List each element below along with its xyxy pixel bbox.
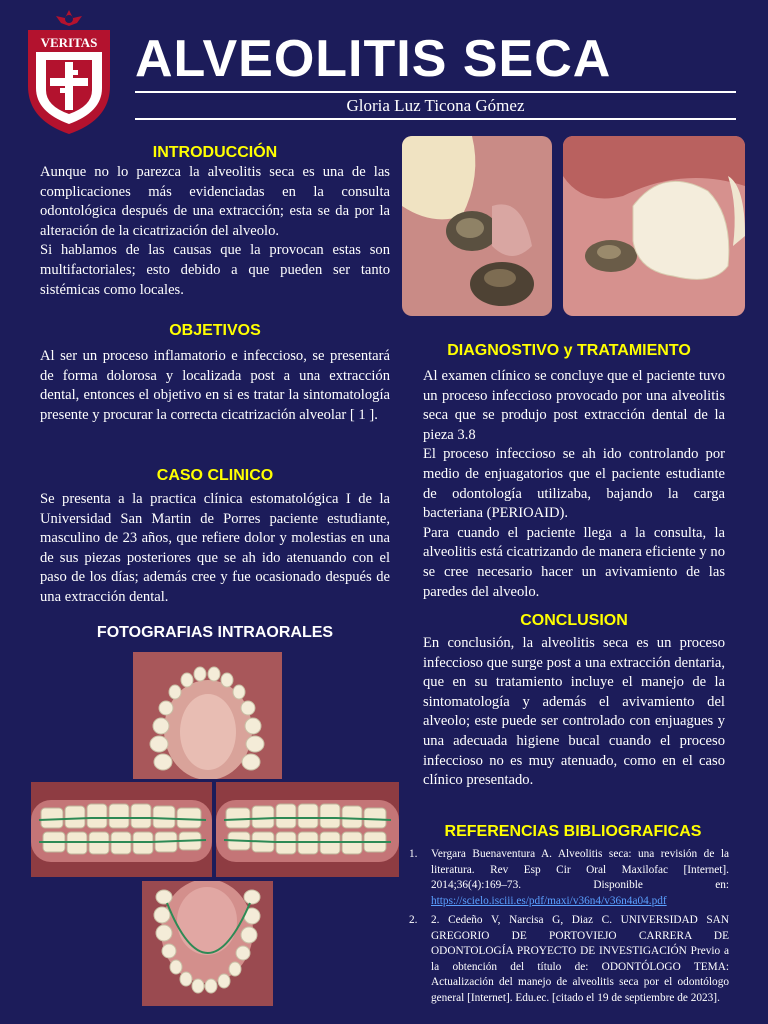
intro-paragraph-2: Si hablamos de las causas que la provocan estas son multifactoriales; esto debido a que pueden ser tanto sistémicas como locales. [40,242,390,298]
reference-text: Vergara Buenaventura A. Alveolitis seca: una revisión de la literatura. Rev Esp Cir Oral Maxilofac [Internet]. 2014;36(4):169–73. Disponible en: [431,848,729,891]
reference-item [409,913,729,1006]
photo-upper-arch [133,652,282,779]
reference-link[interactable]: https://scielo.isciii.es/pdf/maxi/v36n4/v36n4a04.pdf [431,894,667,907]
diagnostico-paragraph-1: Al examen clínico se concluye que el paciente tuvo un proceso infeccioso provocado por una alveolitis seca que se produjo post extracción dental de la pieza 3.8 [423,368,725,443]
intro-text [40,163,390,300]
caso-heading: CASO CLINICO [156,467,274,484]
objetivos-paragraph: Al ser un proceso inflamatorio e infeccioso, se presentará de forma dolorosa y localizada post a una extracción dental, entonces el objetivo en si es tratar la sintomatología presente y procurar la correcta cicatrización alveolar [ 1 ]. [40,348,390,423]
referencias-heading: REFERENCIAS BIBLIOGRAFICAS [444,823,702,840]
photo-dry-socket-2 [563,136,745,316]
author-name: Gloria Luz Ticona Gómez [346,96,525,115]
reference-item [409,847,729,909]
reference-number: 2. [409,914,418,926]
conclusion-text [423,634,725,791]
crest-motto-top: VERITAS [40,35,98,50]
diagnostico-text [423,367,725,602]
photo-dry-socket-1 [402,136,552,316]
diagnostico-heading: DIAGNOSTIVO y TRATAMIENTO [447,342,691,359]
conclusion-heading: CONCLUSION [520,612,628,629]
objetivos-heading: OBJETIVOS [169,322,261,339]
reference-number: 1. [409,848,418,860]
intro-paragraph-1: Aunque no lo parezca la alveolitis seca es una de las complicaciones más evidenciadas en la consulta odontológica después de una extracción; esta se da por la alteración de la cicatrización del alveolo. [40,164,390,239]
university-crest-logo [22,8,116,138]
reference-text: 2. Cedeño V, Narcisa G, Diaz C. UNIVERSIDAD SAN GREGORIO DE PORTOVIEJO CARRERA DE ODONTOLOGÍA PROYECTO DE INVESTIGACIÓN Previo a la obtención del título de: ODONTÓLOGO TEMA: Actualización del manejo de alveolitis seca por el odontólogo general [Internet]. Edu.ec. [citado el 19 de septiembre de 2023]. [431,914,729,1004]
diagnostico-paragraph-2: El proceso infeccioso se ah ido controlando por medio de enjuagatorios que el paciente estudiante de odontología utilizaba, bajando la carga bacteriana (PERIOAID). [423,446,725,522]
photo-right-lateral [31,782,212,877]
title-divider-bottom [135,118,736,120]
caso-text [40,490,390,608]
photo-left-lateral [216,782,399,877]
photo-lower-arch [142,881,273,1006]
conclusion-paragraph: En conclusión, la alveolitis seca es un proceso infeccioso que surge post a una extracción dentaria, que en su tratamiento incluye el manejo de la sintomatología y además el avivamiento del alveolo; este puede ser controlado con enjuagues y una adecuada higiene bucal cuando el proceso infeccioso no es muy atenuado, como en el caso clínico presentado. [423,635,725,789]
poster-title: ALVEOLITIS SECA [135,30,612,88]
intro-heading: INTRODUCCIÓN [152,144,278,161]
diagnostico-paragraph-3: Para cuando el paciente llega a la consulta, la alveolitis está cicatrizando de manera eficiente y no se cree necesario hacer un avivamiento de las paredes del alveolo. [423,524,725,600]
references-list [409,847,729,1010]
caso-paragraph: Se presenta a la practica clínica estomatológica I de la Universidad San Martin de Porres paciente estudiante, masculino de 23 años, que refiere dolor y molestias en una de sus piezas posteriores que se ah ido atenuando con el paso de los días; además cree y fue ocasionado después de una extracción dental. [40,491,390,605]
title-divider-top [135,91,736,93]
objetivos-text [40,347,390,425]
fotos-heading: FOTOGRAFIAS INTRAORALES [96,624,334,641]
